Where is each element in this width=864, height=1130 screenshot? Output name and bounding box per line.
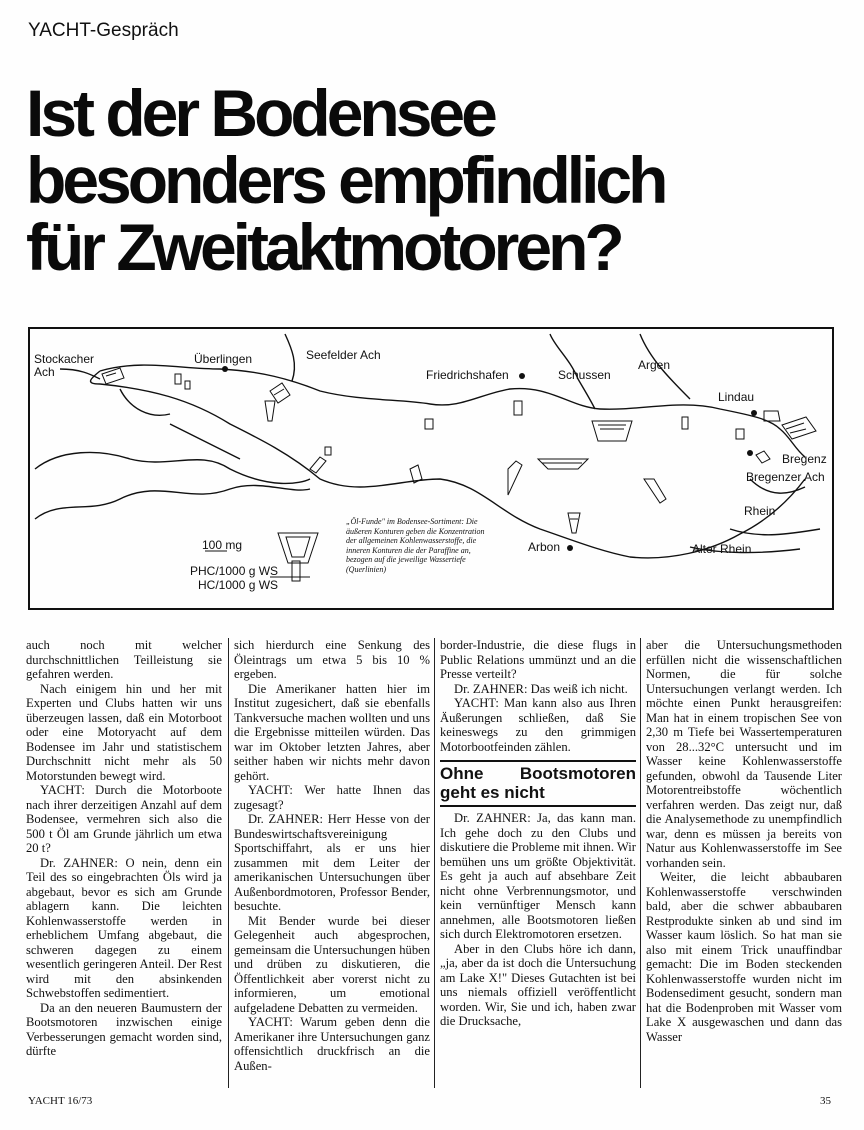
- paragraph: Da an den neueren Baumustern der Bootsmotoren inzwischen einige Verbesserungen gemacht worden sind, dürfte: [26, 1000, 222, 1058]
- column-divider: [434, 638, 435, 1088]
- column-divider: [228, 638, 229, 1088]
- paragraph: Dr. ZAHNER: Das weiß ich nicht.: [454, 681, 628, 696]
- subheading-text: Ohne Bootsmotoren geht es nicht: [440, 764, 636, 802]
- map-label-stockach: Stockacher Ach: [34, 352, 95, 379]
- map-label-lindau: Lindau: [718, 390, 755, 404]
- section-kicker: YACHT-Gespräch: [28, 20, 179, 41]
- paragraph: Nach einigem hin und her mit Experten und Clubs hatten wir uns überzeugen lassen, daß ein Motorboot oder eine Motoryacht auf dem Bodensee im Jahr und statistischem Durchschnitt nicht mehr als 50 Motorstunden bewegt wird.: [26, 681, 222, 783]
- map-label-arbon: Arbon: [528, 540, 561, 554]
- map-label-rhein: Rhein: [744, 504, 776, 518]
- map-label-alter-rhein: Alter Rhein: [692, 542, 752, 556]
- lake-map: [28, 327, 834, 610]
- paragraph: Die Amerikaner hatten hier im Institut zugesichert, daß sie ebenfalls Tankversuche machen wollten und uns die Ergebnisse mitteilen würden. Das war im Oktober letzten Jahres, aber seither haben wir nichts mehr davon gehört.: [234, 681, 430, 783]
- column-1: [26, 638, 222, 1088]
- map-legend-phc: PHC/1000 g WS: [190, 564, 279, 578]
- column-divider: [640, 638, 641, 1088]
- paragraph: auch noch mit welcher durchschnittlichen Teilleistung sie gefahren werden.: [26, 638, 222, 681]
- column-4: [646, 638, 842, 1088]
- column-3: [440, 638, 636, 1088]
- map-label-friedrichshafen: Friedrichshafen: [426, 368, 509, 382]
- paragraph: border-Industrie, die diese flugs in Public Relations ummünzt und an die Presse verteilt?: [440, 638, 636, 681]
- map-legend-scale: 100 mg: [202, 538, 243, 552]
- headline: [26, 76, 856, 284]
- map-label-ueberlingen: Überlingen: [194, 352, 253, 366]
- map-label-schussen: Schussen: [558, 368, 611, 382]
- paragraph: Dr. ZAHNER: Herr Hesse von der Bundeswirtschaftsvereinigung Sportschiffahrt, als er uns hier zusammen mit dem Leiter der amerikanischen Untersuchungen über Außenbordmotoren, Professor Bender, besuchte.: [234, 812, 430, 913]
- paragraph: YACHT: Warum geben denn die Amerikaner ihre Untersuchungen ganz offensichtlich druckfrisch an die Außen-: [234, 1015, 430, 1073]
- article-body: [26, 638, 842, 1088]
- paragraph: Dr. ZAHNER: O nein, denn ein Teil des so eingebrachten Öls wird ja abgebaut, bevor es sich am Grunde ablagern kann. Die leichten Kohlenwasserstoffe werden in erheblichem Umfang abgebaut, die schweren dagegen zu einem wesentlich geringeren Anteil. Der Rest wird mit den absinkenden Schwebstoffen sedimentiert.: [26, 855, 222, 1000]
- column-2: [234, 638, 430, 1088]
- paragraph: YACHT: Man kann also aus Ihren Äußerungen schließen, daß Sie keineswegs zu den grimmigen Motorbootfeinden zählen.: [440, 696, 636, 754]
- paragraph: aber die Untersuchungsmethoden erfüllen nicht die wissenschaftlichen Normen, die für solche Untersuchungen verlangt werden. Ich möchte einen Punkt herausgreifen: Man hat in einem tropischen See von 2,30 m Tiefe bei Wassertemperaturen von 28...32°C untersucht und im Wasser keine Kohlenwasserstoffe gefunden, obwohl da Tausende Liter Motorentreibstoffe wöchentlich verfahren werden. Das zeigt nur, daß die Analysemethode zu unempfindlich war, denn es müssen ja bereits von Natur aus Kohlenwasserstoffe im See vorhanden sein.: [646, 638, 842, 870]
- paragraph: Dr. ZAHNER: Ja, das kann man. Ich gehe doch zu den Clubs und diskutiere die Probleme mit ihnen. Wir bemühen uns um größte Objektivität. Es geht ja auch auf absehbare Zeit nicht ohne Verbrennungsmotor, und kein vernünftiger Mensch kann annehmen, alle Bootsmotoren ließen sich durch Elektromotoren ersetzen.: [440, 811, 636, 941]
- footer-page-number: 35: [820, 1095, 831, 1107]
- map-label-argen: Argen: [638, 358, 671, 372]
- map-label-bregenzer-ach: Bregenzer Ach: [746, 470, 825, 484]
- paragraph: YACHT: Wer hatte Ihnen das zugesagt?: [234, 783, 430, 812]
- paragraph: Weiter, die leicht abbaubaren Kohlenwasserstoffe verschwinden bald, aber die schwer abbaubaren Restprodukte sinken ab und sind im Wasser kaum löslich. So hat man sie also mit einem Trick unauffindbar gemacht: Die im Boden steckenden Kohlenwasserstoffe wurden nicht im Bodensediment gesucht, sondern man hat die Bodenproben mit Wasser vom Lake X ausgewaschen und dann das Wasser: [646, 870, 842, 1044]
- headline-line-2: besonders empfindlich: [26, 143, 665, 217]
- paragraph: sich hierdurch eine Senkung des Öleintrags um etwa 5 bis 10 % ergeben.: [234, 638, 430, 681]
- paragraph: YACHT: Durch die Motorboote nach ihrer derzeitigen Anzahl auf dem Bodensee, vermehren sich also die 500 t Öl am Grunde jährlich um etwa 20 t?: [26, 783, 222, 855]
- paragraph: Aber in den Clubs höre ich dann, „ja, aber da ist doch die Untersuchung am Lake X!" Dieses Gutachten ist bei uns niemals offiziell veröffentlicht worden. Wir, Sie und ich, haben zwar die Drucksache,: [440, 941, 636, 1028]
- map-label-seefelder-ach: Seefelder Ach: [306, 348, 381, 362]
- subheading: [440, 760, 636, 807]
- map-caption: „Öl-Funde" im Bodensee-Sortiment: Die äußeren Konturen geben die Konzentration der allgemeinen Kohlenwasserstoffe, die inneren Konturen die der Paraffine an, bezogen auf die jeweilige Wassertiefe (Querlinien): [346, 517, 485, 574]
- map-label-bregenz: Bregenz: [782, 452, 827, 466]
- map-legend-hc: HC/1000 g WS: [198, 578, 279, 592]
- headline-line-1: Ist der Bodensee: [26, 76, 494, 150]
- paragraph: Mit Bender wurde bei dieser Gelegenheit auch abgesprochen, gemeinsam die Untersuchungen hüben und drüben zu diskutieren, die Öffentlichkeit aber vorerst nicht zu informieren, um emotional aufgeladene Debatten zu vermeiden.: [234, 913, 430, 1015]
- footer-issue: YACHT 16/73: [28, 1095, 93, 1107]
- headline-line-3: für Zweitaktmotoren?: [26, 210, 621, 284]
